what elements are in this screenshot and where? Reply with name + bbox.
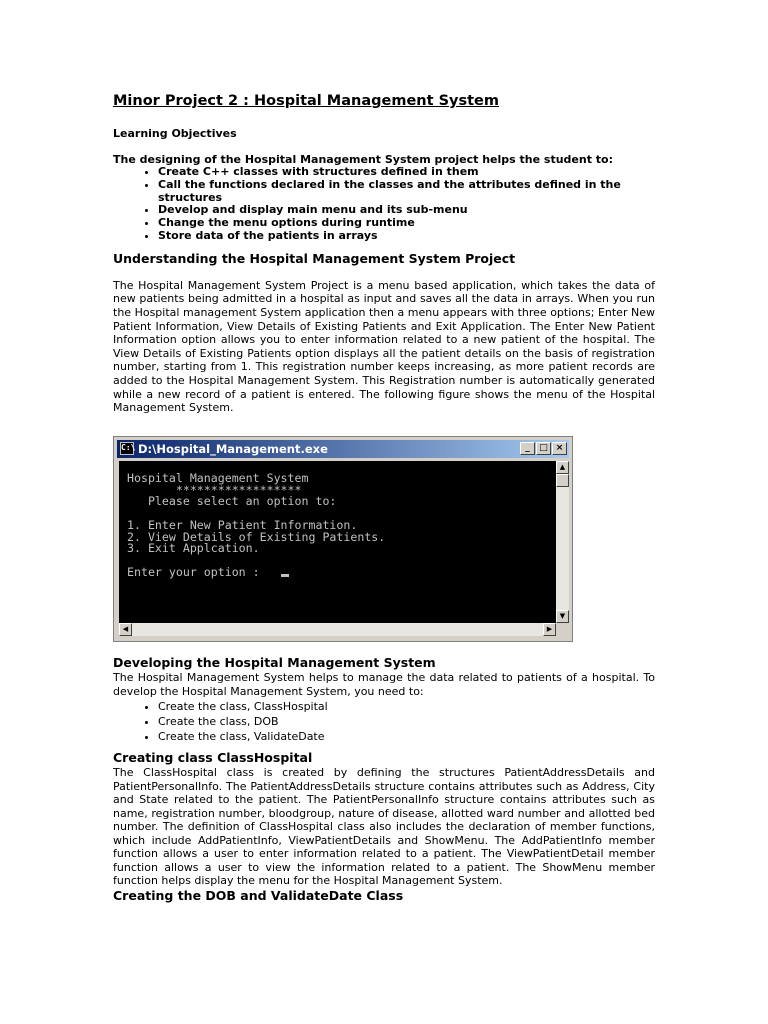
list-item: • Change the menu options during runtime <box>158 217 655 230</box>
developing-paragraph: The Hospital Management System helps to manage the data related to patients of a hospital. To develop the Hospital Management System, you need to: <box>113 671 655 698</box>
list-item: • Call the functions declared in the classes and the attributes defined in the structures <box>158 179 655 205</box>
console-line: 3. Exit Applcation. <box>127 541 260 556</box>
develop-steps-list <box>113 699 655 744</box>
list-item: • Create the class, ValidateDate <box>158 729 655 744</box>
learning-objectives-heading: Learning Objectives <box>113 127 237 140</box>
understanding-paragraph: The Hospital Management System Project is a menu based application, which takes the data of new patients being admitted in a hospital as input and saves all the data in arrays. When you run the Hospital management System application then a menu appears with three options; Enter New Patient Information, View Details of Existing Patients and Exit Application. The Enter New Patient Information option allows you to enter information related to a new patient of the hospital. The View Details of Existing Patients option displays all the patient details on the basis of registration number, starting from 1. This registration number keeps increasing, as more patient records are added to the Hospital Management System. This Registration number is automatically generated while a new record of a patient is entered. The following figure shows the menu of the Hospital Management System. <box>113 278 655 415</box>
close-button[interactable]: × <box>552 442 567 455</box>
console-app-icon: C:\ <box>120 442 134 455</box>
console-line: 2. View Details of Existing Patients. <box>127 529 386 544</box>
document-bottom <box>113 655 655 904</box>
developing-heading: Developing the Hospital Management System <box>113 655 436 670</box>
list-item: • Develop and display main menu and its sub-menu <box>158 204 655 217</box>
console-window <box>113 436 573 642</box>
list-item: • Store data of the patients in arrays <box>158 230 655 243</box>
scroll-up-arrow-icon[interactable]: ▲ <box>556 461 569 474</box>
document-top <box>113 92 655 415</box>
text-cursor <box>281 574 289 577</box>
vertical-scrollbar[interactable] <box>556 461 569 623</box>
creating-class-paragraph: The ClassHospital class is created by defining the structures PatientAddressDetails and PatientPersonalInfo. The PatientAddressDetails structure contains attributes such as Address, City and State related to the patient. The PatientPersonalInfo structure contains attributes such as name, registration number, bloodgroup, nature of disease, allotted ward number and allotted bed number. The definition of ClassHospital class also includes the declaration of member functions, which include AddPatientInfo, ViewPatientDetails and ShowMenu. The AddPatientInfo member function allows a user to enter information related to a patient. The ViewPatientDetail member function allows a user to view the information related to a patient. The ShowMenu member function helps display the menu for the Hospital Management System. <box>113 766 655 888</box>
console-line: ****************** <box>127 482 302 497</box>
objectives-list <box>113 166 655 243</box>
console-output[interactable] <box>119 461 556 623</box>
console-prompt-line <box>127 564 556 579</box>
horizontal-scrollbar[interactable] <box>119 623 556 636</box>
creating-class-heading: Creating class ClassHospital <box>113 750 313 766</box>
objectives-intro: The designing of the Hospital Management System project helps the student to: <box>113 153 614 166</box>
console-line: Hospital Management System <box>127 471 309 485</box>
resize-grip[interactable] <box>556 623 569 636</box>
page-title: Minor Project 2 : Hospital Management System <box>113 93 499 109</box>
understanding-heading: Understanding the Hospital Management System Project <box>113 250 516 266</box>
vertical-scroll-thumb[interactable] <box>556 474 569 487</box>
console-titlebar[interactable] <box>117 440 569 458</box>
scroll-down-arrow-icon[interactable]: ▼ <box>556 610 569 623</box>
scroll-right-arrow-icon[interactable]: ▶ <box>543 623 556 636</box>
list-item: • Create the class, DOB <box>158 714 655 729</box>
list-item: • Create the class, ClassHospital <box>158 699 655 714</box>
minimize-button[interactable]: _ <box>520 442 535 455</box>
console-line: Please select an option to: <box>127 494 337 509</box>
console-prompt: Enter your option : <box>127 564 281 579</box>
maximize-button[interactable]: □ <box>536 442 551 455</box>
scroll-left-arrow-icon[interactable]: ◀ <box>119 623 132 636</box>
console-line: 1. Enter New Patient Information. <box>127 517 358 532</box>
console-window-title: D:\Hospital_Management.exe <box>138 442 328 456</box>
dob-heading: Creating the DOB and ValidateDate Class <box>113 887 404 903</box>
list-item: • Create C++ classes with structures defined in them <box>158 166 655 179</box>
